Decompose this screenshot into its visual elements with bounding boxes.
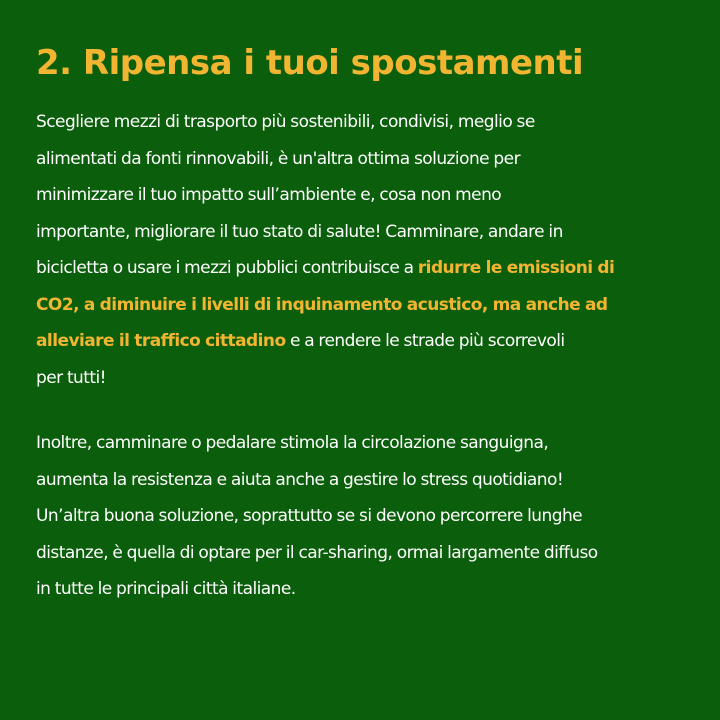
paragraph-line: in tutte le principali città italiane.: [36, 579, 296, 599]
paragraph-line: aumenta la resistenza e aiuta anche a gestire lo stress quotidiano!: [36, 469, 564, 490]
paragraph-text: bicicletta o usare i mezzi pubblici contribuisce a: [36, 258, 414, 278]
paragraph-health: [36, 425, 696, 608]
paragraph-line: alimentati da fonti rinnovabili, è un'altra ottima soluzione per: [36, 148, 521, 169]
paragraph-line: minimizzare il tuo impatto sull’ambiente e, cosa non meno: [36, 185, 502, 205]
paragraph-line: Scegliere mezzi di trasporto più sostenibili, condivisi, meglio se: [36, 112, 535, 132]
paragraph-line: Inoltre, camminare o pedalare stimola la circolazione sanguigna,: [36, 433, 549, 453]
slide-title: 2. Ripensa i tuoi spostamenti: [36, 43, 584, 83]
paragraph-line: distanze, è quella di optare per il car-sharing, ormai largamente diffuso: [36, 542, 598, 563]
paragraph-line: [36, 323, 696, 360]
paragraph-line: importante, migliorare il tuo stato di salute! Camminare, andare in: [36, 221, 563, 242]
paragraph-text: e a rendere le strade più scorrevoli: [289, 331, 565, 351]
paragraph-line: [36, 287, 696, 324]
paragraph-transport: [36, 104, 696, 396]
highlighted-text: alleviare il traffico cittadino: [36, 331, 286, 351]
highlighted-text: ridurre le emissioni di: [417, 258, 615, 278]
paragraph-line: per tutti!: [36, 367, 106, 388]
paragraph-line: Un’altra buona soluzione, soprattutto se si devono percorrere lunghe: [36, 506, 583, 526]
paragraph-line: [36, 250, 696, 287]
highlighted-text: CO2, a diminuire i livelli di inquinamento acustico, ma anche ad: [36, 294, 608, 315]
